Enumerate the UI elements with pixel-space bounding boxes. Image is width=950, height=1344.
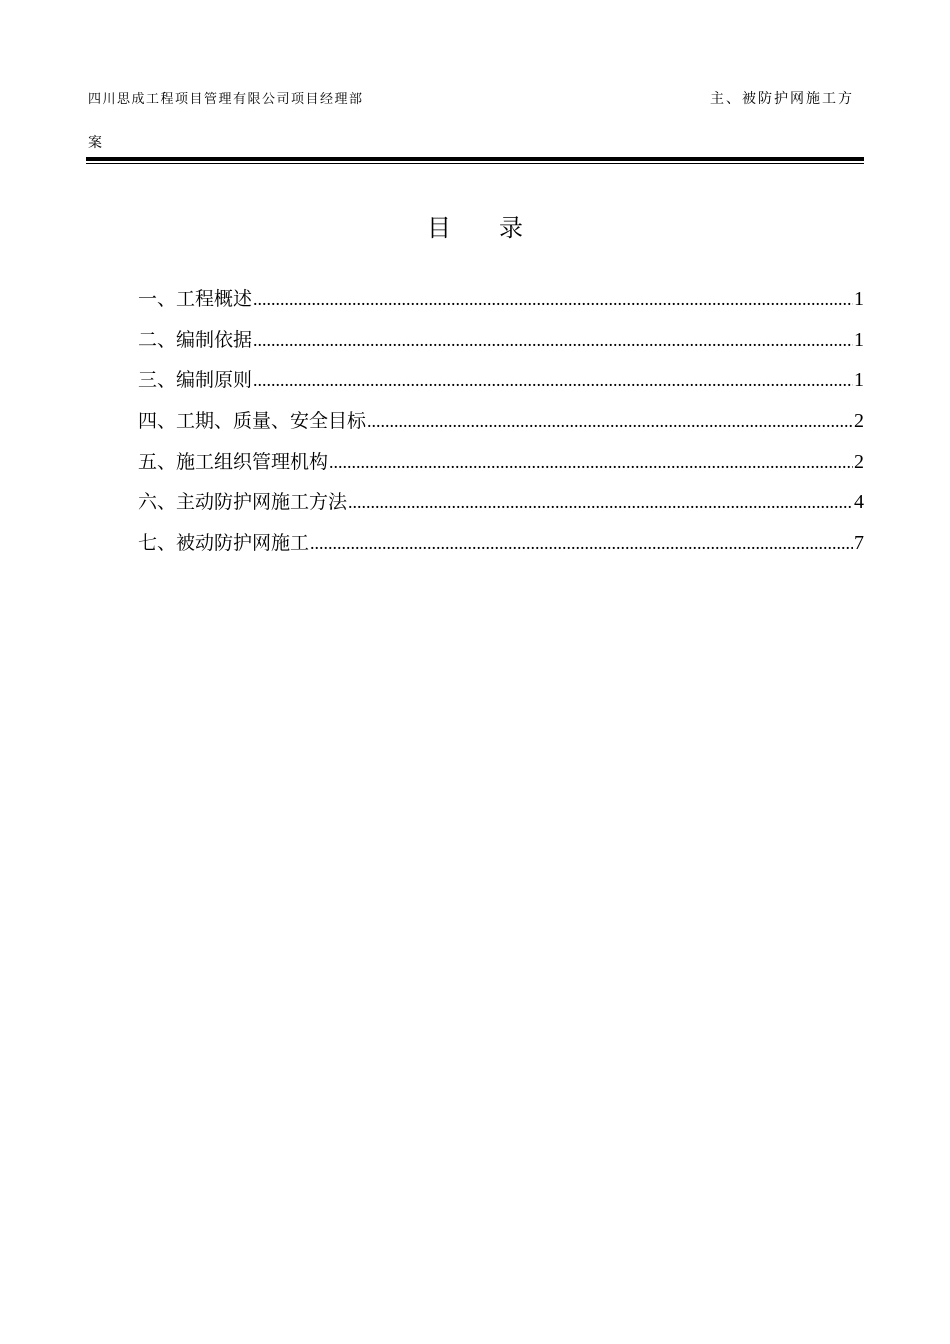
header-rule-thin: [86, 163, 864, 164]
toc-leader-dots: [253, 289, 853, 310]
header-company-name: 四川思成工程项目管理有限公司项目经理部: [88, 92, 364, 107]
toc-leader-dots: [253, 330, 853, 351]
header-rule-thick: [86, 157, 864, 161]
header-document-title-continued: 案: [88, 135, 102, 151]
toc-entry-page: 7: [854, 532, 864, 555]
toc-entry[interactable]: [138, 528, 864, 569]
toc-list: [138, 284, 864, 569]
toc-leader-dots: [310, 533, 853, 554]
toc-entry-page: 2: [854, 450, 864, 473]
toc-entry-page: 2: [854, 410, 864, 433]
toc-entry[interactable]: [138, 284, 864, 325]
toc-entry-label: 六、主动防护网施工方法: [138, 491, 348, 514]
toc-entry-label: 四、工期、质量、安全目标: [138, 410, 367, 433]
toc-leader-dots: [348, 492, 853, 513]
toc-entry-label: 五、施工组织管理机构: [138, 450, 329, 473]
toc-entry-label: 七、被动防护网施工: [138, 532, 310, 555]
toc-entry[interactable]: [138, 487, 864, 528]
toc-entry-label: 一、工程概述: [138, 288, 253, 310]
toc-entry-label: 二、编制依据: [138, 328, 253, 351]
toc-entry-page: 1: [854, 328, 864, 351]
toc-entry[interactable]: [138, 447, 864, 488]
toc-leader-dots: [253, 370, 853, 391]
toc-title: 目录: [427, 214, 571, 242]
toc-entry-page: 4: [854, 491, 864, 514]
toc-leader-dots: [367, 411, 853, 432]
toc-entry-page: 1: [854, 288, 864, 310]
toc-entry[interactable]: [138, 406, 864, 447]
toc-entry[interactable]: [138, 365, 864, 406]
toc-entry-label: 三、编制原则: [138, 369, 253, 392]
toc-leader-dots: [329, 452, 853, 473]
toc-entry-page: 1: [854, 369, 864, 392]
header-document-title: 主、被防护网施工方: [710, 91, 854, 107]
toc-entry[interactable]: [138, 325, 864, 366]
